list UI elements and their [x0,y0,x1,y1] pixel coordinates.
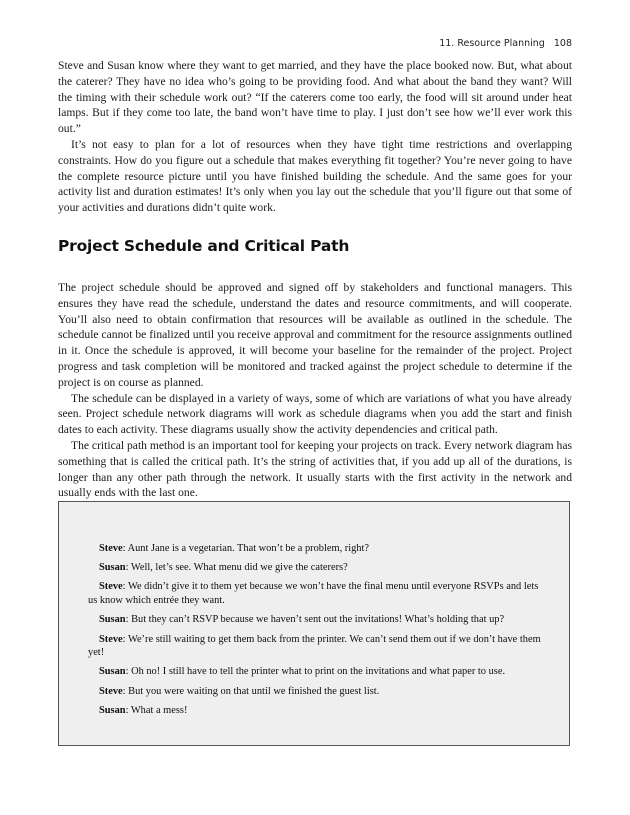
paragraph: The critical path method is an important tool for keeping your projects on track. Every network diagram has something that is called the critical path. It’s the string of activities that, if you add up all of the durations, is longer than any other path through the network. It usually starts with the first activity in the network and usually ends with the last one. [58,438,572,500]
dialogue-line: Susan: Oh no! I still have to tell the printer what to print on the invitations and what paper to use. [99,666,506,678]
dialogue-text: Oh no! I still have to tell the printer what to print on the invitations and what paper to use. [128,666,506,678]
dialogue-line: Steve: But you were waiting on that until we finished the guest list. [99,685,380,697]
section-heading: Project Schedule and Critical Path [58,236,350,255]
dialogue-line: Susan: But they can’t RSVP because we haven’t sent out the invitations! What’s holding that up? [99,614,505,626]
speaker-name: Susan [99,704,126,716]
paragraph: The schedule can be displayed in a variety of ways, some of which are variations of what you have already seen. Project schedule network diagrams will work as schedule diagrams when you add the start and finish dates to each activity. These diagrams usually show the activity dependencies and critical path. [58,391,572,437]
speaker-name: Steve [99,685,123,697]
paragraph: It’s not easy to plan for a lot of resources when they have tight time restrictions and overlapping constraints. How do you figure out a schedule that makes everything fit together? You’re never going to have the complete resource picture until you have finished building the schedule. And the same goes for your activity list and duration estimates! It’s only when you lay out the schedule that you’ll figure out that some of your activities and durations didn’t quite work. [58,137,572,215]
running-header [439,38,572,49]
speaker-name: Steve [99,543,123,554]
dialogue-line: Steve: We’re still waiting to get them back from the printer. We can’t send them out if we don’t have them yet! [88,633,541,659]
page-number: 108 [553,38,572,49]
speaker-name: Susan [99,614,126,626]
dialogue-line: Susan: Well, let’s see. What menu did we give the caterers? [99,562,348,574]
dialogue-text: Well, let’s see. What menu did we give the caterers? [128,562,348,574]
dialogue-line: Susan: What a mess! [99,704,188,716]
dialogue-text: We’re still waiting to get them back from the printer. We can’t send them out if we don’t have them yet! [88,633,541,659]
body-text [58,58,572,501]
dialogue-text: But you were waiting on that until we finished the guest list. [125,685,380,697]
dialogue-line: Steve: Aunt Jane is a vegetarian. That won’t be a problem, right? [99,543,370,554]
dialogue-list [87,542,547,723]
dialogue-text: But they can’t RSVP because we haven’t sent out the invitations! What’s holding that up? [128,614,505,626]
paragraph: The project schedule should be approved and signed off by stakeholders and functional managers. This ensures they have read the schedule, understand the dates and resource commitments, and will cooperate. You’ll also need to obtain confirmation that resources will be available as outlined in the schedule. The schedule cannot be finalized until you receive approval and commitment for the resource assignments outlined in it. Once the schedule is approved, it will become your baseline for the remainder of the project. Project progress and task completion will be monitored and tracked against the project schedule to determine if the project is on course as planned. [58,280,572,389]
speaker-name: Susan [99,666,126,678]
speaker-name: Steve [99,633,123,645]
dialogue-box [58,501,570,746]
dialogue-line: Steve: We didn’t give it to them yet because we won’t have the final menu until everyone RSVPs and lets us know which entrée they want. [88,581,539,607]
speaker-name: Susan [99,562,126,574]
speaker-name: Steve [99,581,123,593]
paragraph: Steve and Susan know where they want to get married, and they have the place booked now. But, what about the caterer? They have no idea who’s going to be providing food. And what about the band they want? Will the timing with their schedule work out? “If the caterers come too early, the food will sit around under heat lamps. But if they come too late, the band won’t have time to play. I just don’t see how we’ll ever work this out.” [58,59,572,136]
dialogue-text: What a mess! [128,704,188,716]
chapter-title: 11. Resource Planning [439,38,545,49]
dialogue-text: We didn’t give it to them yet because we won’t have the final menu until everyone RSVPs and lets us know which entrée they want. [88,581,539,607]
dialogue-text: Aunt Jane is a vegetarian. That won’t be a problem, right? [125,543,370,554]
